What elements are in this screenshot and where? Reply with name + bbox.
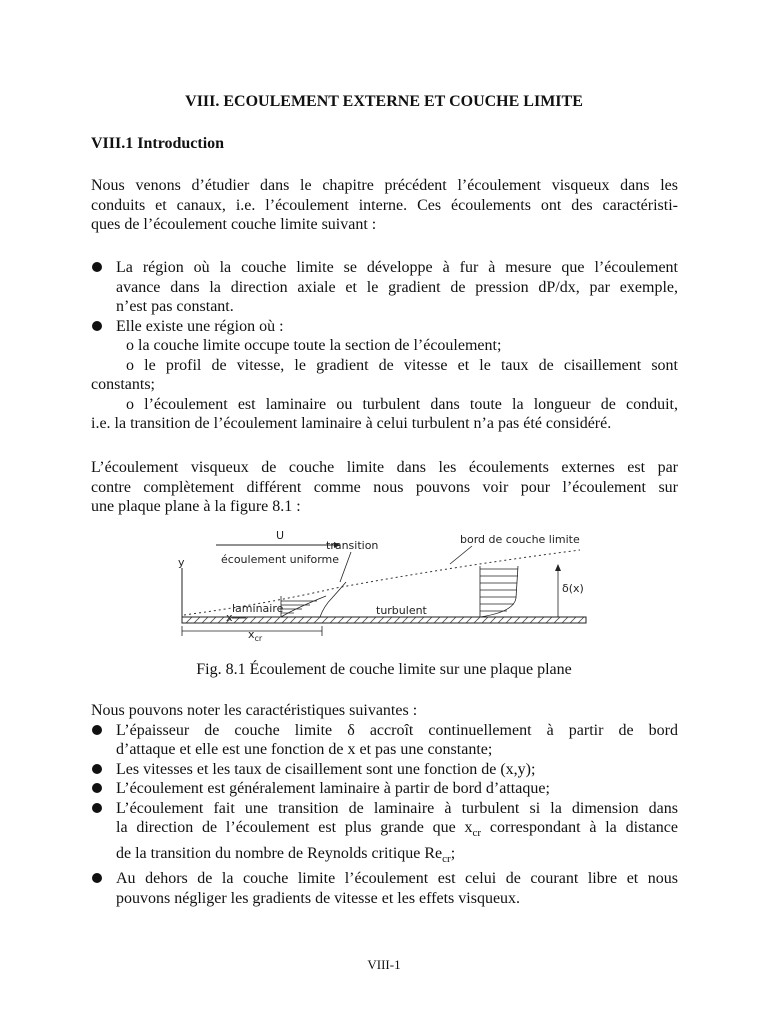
- bullet-line: Elle existe une région où :: [116, 317, 284, 335]
- bullet-icon: [92, 262, 102, 272]
- bullet-item: [91, 760, 678, 780]
- bullet-line: de la transition du nombre de Reynolds critique $Re_{cr}$;: [116, 844, 456, 865]
- bullet-line: avance dans la direction axiale et le gradient de pression dP/dx, par exemple,: [116, 278, 678, 296]
- paragraph-2: [91, 458, 678, 517]
- intro-line: ques de l’écoulement couche limite suivant :: [91, 216, 377, 233]
- chapter-title: VIII. ECOULEMENT EXTERNE ET COUCHE LIMITE: [185, 93, 583, 110]
- bullet-line: L’épaisseur de couche limite δ accroît continuellement à partir de bord: [116, 721, 678, 739]
- laminar-profile-arrows: [281, 601, 317, 613]
- paragraph-line: Nous pouvons noter les caractéristiques suivantes :: [91, 702, 418, 719]
- x-axis-label: x: [226, 611, 233, 624]
- arrowhead-icon: [555, 564, 561, 571]
- bullet-item: [91, 779, 678, 799]
- paragraph-line: une plaque plane à la figure 8.1 :: [91, 498, 301, 515]
- sub-item-continuation: [91, 375, 678, 395]
- sub-item: [91, 356, 678, 376]
- bullet-line: Au dehors de la couche limite l’écoulement est celui de courant libre et nous: [116, 870, 678, 888]
- bullet-icon: [92, 783, 102, 793]
- bullet-list-1: [91, 258, 678, 434]
- y-axis-label: y: [178, 556, 185, 569]
- boundary-layer-diagram: [176, 526, 596, 646]
- paragraph-line: contre complètement différent comme nous pouvons voir pour l’écoulement sur: [91, 478, 678, 496]
- intro-line: conduits et canaux, i.e. l’écoulement interne. Ces écoulements ont des caractéristi-: [91, 196, 678, 214]
- bullet-item: [91, 317, 678, 337]
- turbulent-label: turbulent: [376, 604, 427, 617]
- bullet-icon: [92, 873, 102, 883]
- transition-pointer: [340, 552, 351, 582]
- intro-line: Nous venons d’étudier dans le chapitre précédent l’écoulement visqueux dans les: [91, 177, 678, 194]
- bullet-line: Les vitesses et les taux de cisaillement sont une fonction de (x,y);: [116, 760, 536, 778]
- sub-item-line: o l’écoulement est laminaire ou turbulent dans toute la longueur de conduit,: [126, 395, 678, 413]
- characteristics-section: [91, 701, 678, 908]
- edge-pointer: [450, 546, 472, 564]
- bullet-line: d’attaque et elle est une fonction de x et pas une constante;: [116, 741, 493, 758]
- laminar-label: laminaire: [232, 602, 284, 615]
- bullet-item: [91, 799, 678, 870]
- sub-item-line: constants;: [91, 376, 155, 393]
- sub-item-line: o la couche limite occupe toute la section de l’écoulement;: [126, 337, 502, 354]
- xcr-label: $x_{cr}$: [248, 628, 263, 643]
- bullet-icon: [92, 764, 102, 774]
- transition-label: transition: [326, 539, 379, 552]
- boundary-layer-figure: [176, 526, 596, 646]
- turbulent-profile-curve: [480, 566, 518, 617]
- sub-item-line: o le profil de vitesse, le gradient de vitesse et le taux de cisaillement sont: [126, 356, 678, 374]
- velocity-u-label: U: [276, 529, 285, 542]
- laminar-profile-curve: [281, 596, 326, 617]
- bullet-icon: [92, 321, 102, 331]
- bullet-line: L’écoulement fait une transition de laminaire à turbulent si la dimension dans: [116, 799, 678, 817]
- bullet-icon: [92, 725, 102, 735]
- sub-item-line: i.e. la transition de l’écoulement laminaire à celui turbulent n’a pas été considéré.: [91, 415, 612, 432]
- bullet-item: [91, 258, 678, 317]
- bullet-line: pouvons négliger les gradients de vitesse et les effets visqueux.: [116, 889, 521, 907]
- bullet-item: [91, 869, 678, 908]
- figure-caption: Fig. 8.1 Écoulement de couche limite sur une plaque plane: [196, 661, 572, 678]
- intro-paragraph: [91, 176, 678, 235]
- bullet-line: L’écoulement est généralement laminaire à partir de bord d’attaque;: [116, 780, 550, 797]
- bullet-line: la direction de l’écoulement est plus grande que $x_{cr}$ correspondant à la distance: [116, 819, 679, 840]
- delta-label: δ(x): [562, 582, 584, 595]
- sub-item: [91, 336, 678, 356]
- edge-label: bord de couche limite: [460, 533, 580, 546]
- bullet-icon: [92, 803, 102, 813]
- sub-item-continuation: [91, 414, 678, 434]
- sub-item: [91, 395, 678, 415]
- section-heading: VIII.1 Introduction: [91, 135, 225, 152]
- bullet-item: [91, 721, 678, 760]
- page-number: VIII-1: [367, 957, 401, 972]
- paragraph-line: L’écoulement visqueux de couche limite dans les écoulements externes est par: [91, 459, 678, 476]
- bullet-line: La région où la couche limite se développe à fur à mesure que l’écoulement: [116, 259, 678, 276]
- uniform-flow-label: écoulement uniforme: [221, 553, 340, 566]
- bullet-line: n’est pas constant.: [116, 298, 234, 315]
